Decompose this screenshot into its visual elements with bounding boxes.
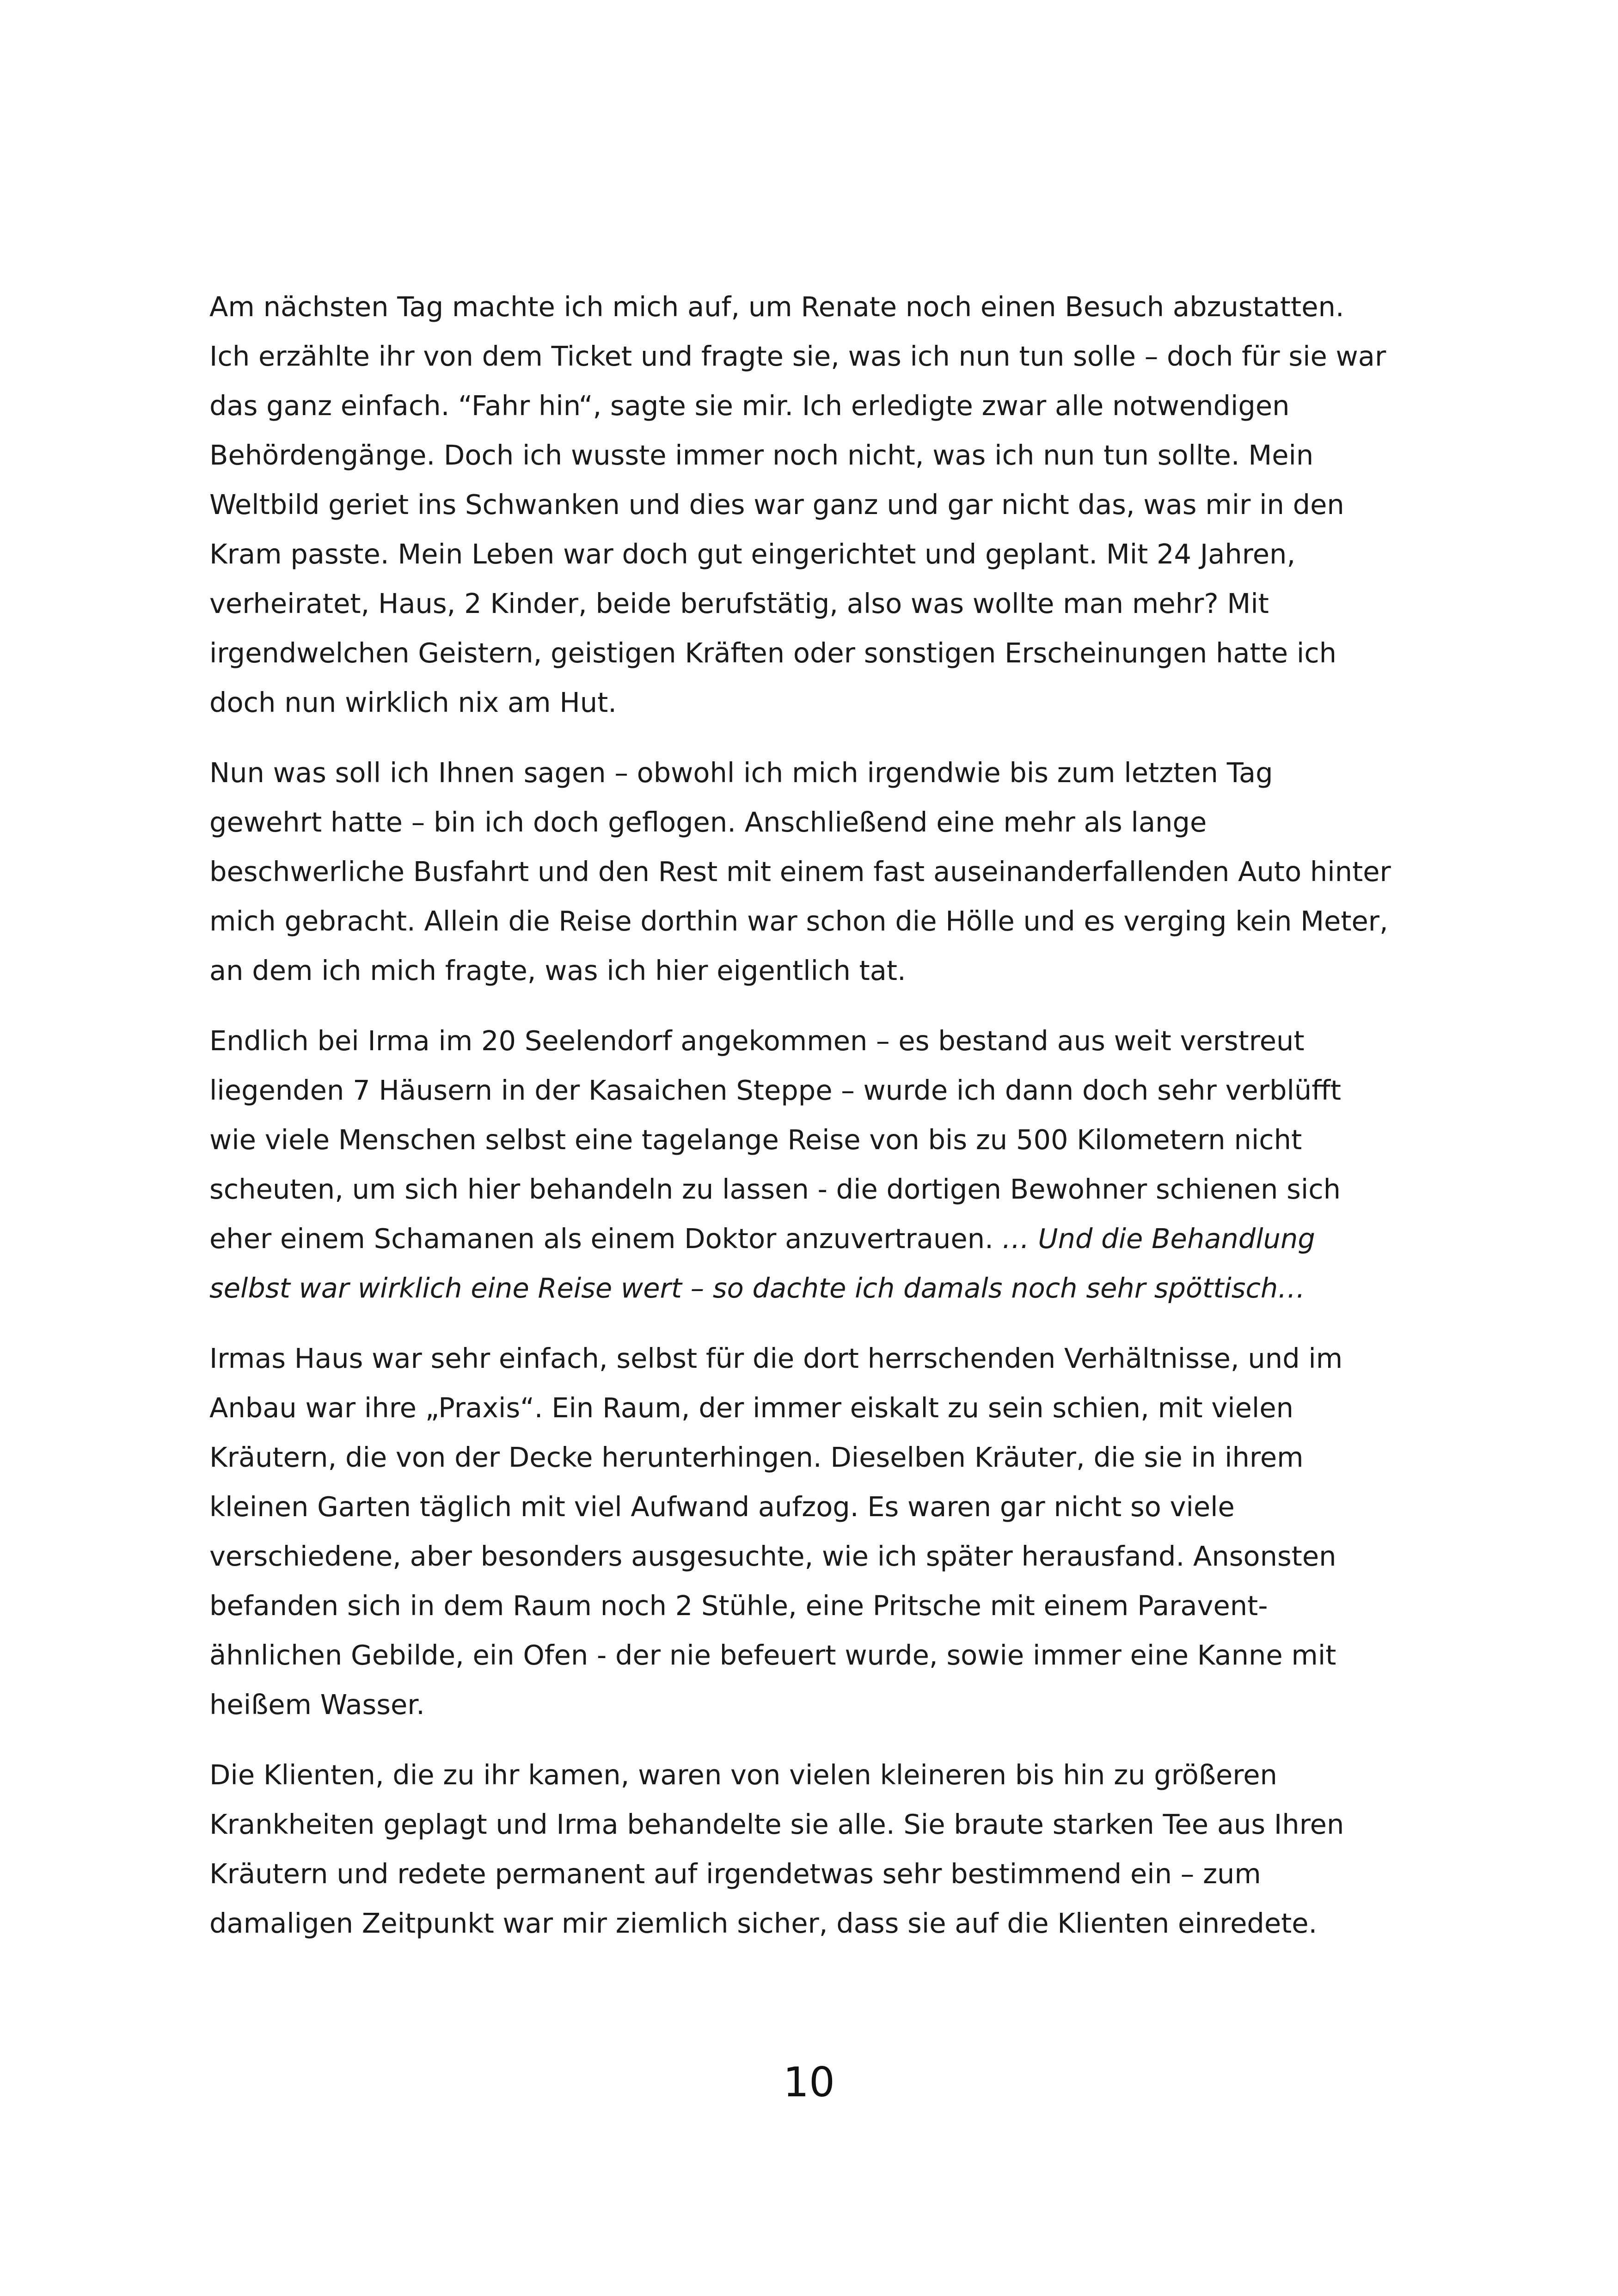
paragraph-4	[209, 1334, 1393, 1729]
paragraph-4-text: Irmas Haus war sehr einfach, selbst für die dort herrschenden Verhältnisse, und im Anbau war ihre „Praxis“. Ein Raum, der immer eiskalt zu sein schien, mit vielen Kräutern, die von der Decke herunterhingen. Dieselben Kräuter, die sie in ihrem kleinen Garten täglich mit viel Aufwand aufzog. Es waren gar nicht so viele verschiedene, aber besonders ausgesuchte, wie ich später herausfand. Ansonsten befanden sich in dem Raum noch 2 Stühle, eine Pritsche mit einem Paravent-ähnlichen Gebilde, ein Ofen - der nie befeuert wurde, sowie immer eine Kanne mit heißem Wasser.	[209, 1342, 1343, 1720]
paragraph-2	[209, 748, 1393, 995]
paragraph-1-text: Am nächsten Tag machte ich mich auf, um Renate noch einen Besuch abzustatten. Ich erzählte ihr von dem Ticket und fragte sie, was ich nun tun solle – doch für sie war das ganz einfach. “Fahr hin“, sagte sie mir. Ich erledigte zwar alle notwendigen Behördengänge. Doch ich wusste immer noch nicht, was ich nun tun sollte. Mein Weltbild geriet ins Schwanken und dies war ganz und gar nicht das, was mir in den Kram passte. Mein Leben war doch gut eingerichtet und geplant. Mit 24 Jahren, verheiratet, Haus, 2 Kinder, beide berufstätig, also was wollte man mehr? Mit irgendwelchen Geistern, geistigen Kräften oder sonstigen Erscheinungen hatte ich doch nun wirklich nix am Hut.	[209, 291, 1386, 718]
paragraph-5	[209, 1750, 1393, 1948]
paragraph-5-text: Die Klienten, die zu ihr kamen, waren von vielen kleineren bis hin zu größeren Krankheiten geplagt und Irma behandelte sie alle. Sie braute starken Tee aus Ihren Kräutern und redete permanent auf irgendetwas sehr bestimmend ein – zum damaligen Zeitpunkt war mir ziemlich sicher, dass sie auf die Klienten einredete.	[209, 1759, 1344, 1939]
paragraph-3-italic-text: … Und die Behandlung selbst war wirklich eine Reise wert – so dachte ich damals noch sehr spöttisch…	[209, 1223, 1315, 1304]
paragraph-3	[209, 1016, 1393, 1313]
paragraph-3-text: Endlich bei Irma im 20 Seelendorf angekommen – es bestand aus weit verstreut liegenden 7 Häusern in der Kasaichen Steppe – wurde ich dann doch sehr verblüfft wie viele Menschen selbst eine tagelange Reise von bis zu 500 Kilometern nicht scheuten, um sich hier behandeln zu lassen - die dortigen Bewohner schienen sich eher einem Schamanen als einem Doktor anzuvertrauen.	[209, 1025, 1342, 1255]
body-text	[209, 282, 1393, 1969]
paragraph-2-text: Nun was soll ich Ihnen sagen – obwohl ich mich irgendwie bis zum letzten Tag gewehrt hatte – bin ich doch geflogen. Anschließend eine mehr als lange beschwerliche Busfahrt und den Rest mit einem fast auseinanderfallenden Auto hinter mich gebracht. Allein die Reise dorthin war schon die Hölle und es verging kein Meter, an dem ich mich fragte, was ich hier eigentlich tat.	[209, 757, 1391, 986]
paragraph-1	[209, 282, 1393, 727]
page-number: 10	[783, 2058, 835, 2106]
